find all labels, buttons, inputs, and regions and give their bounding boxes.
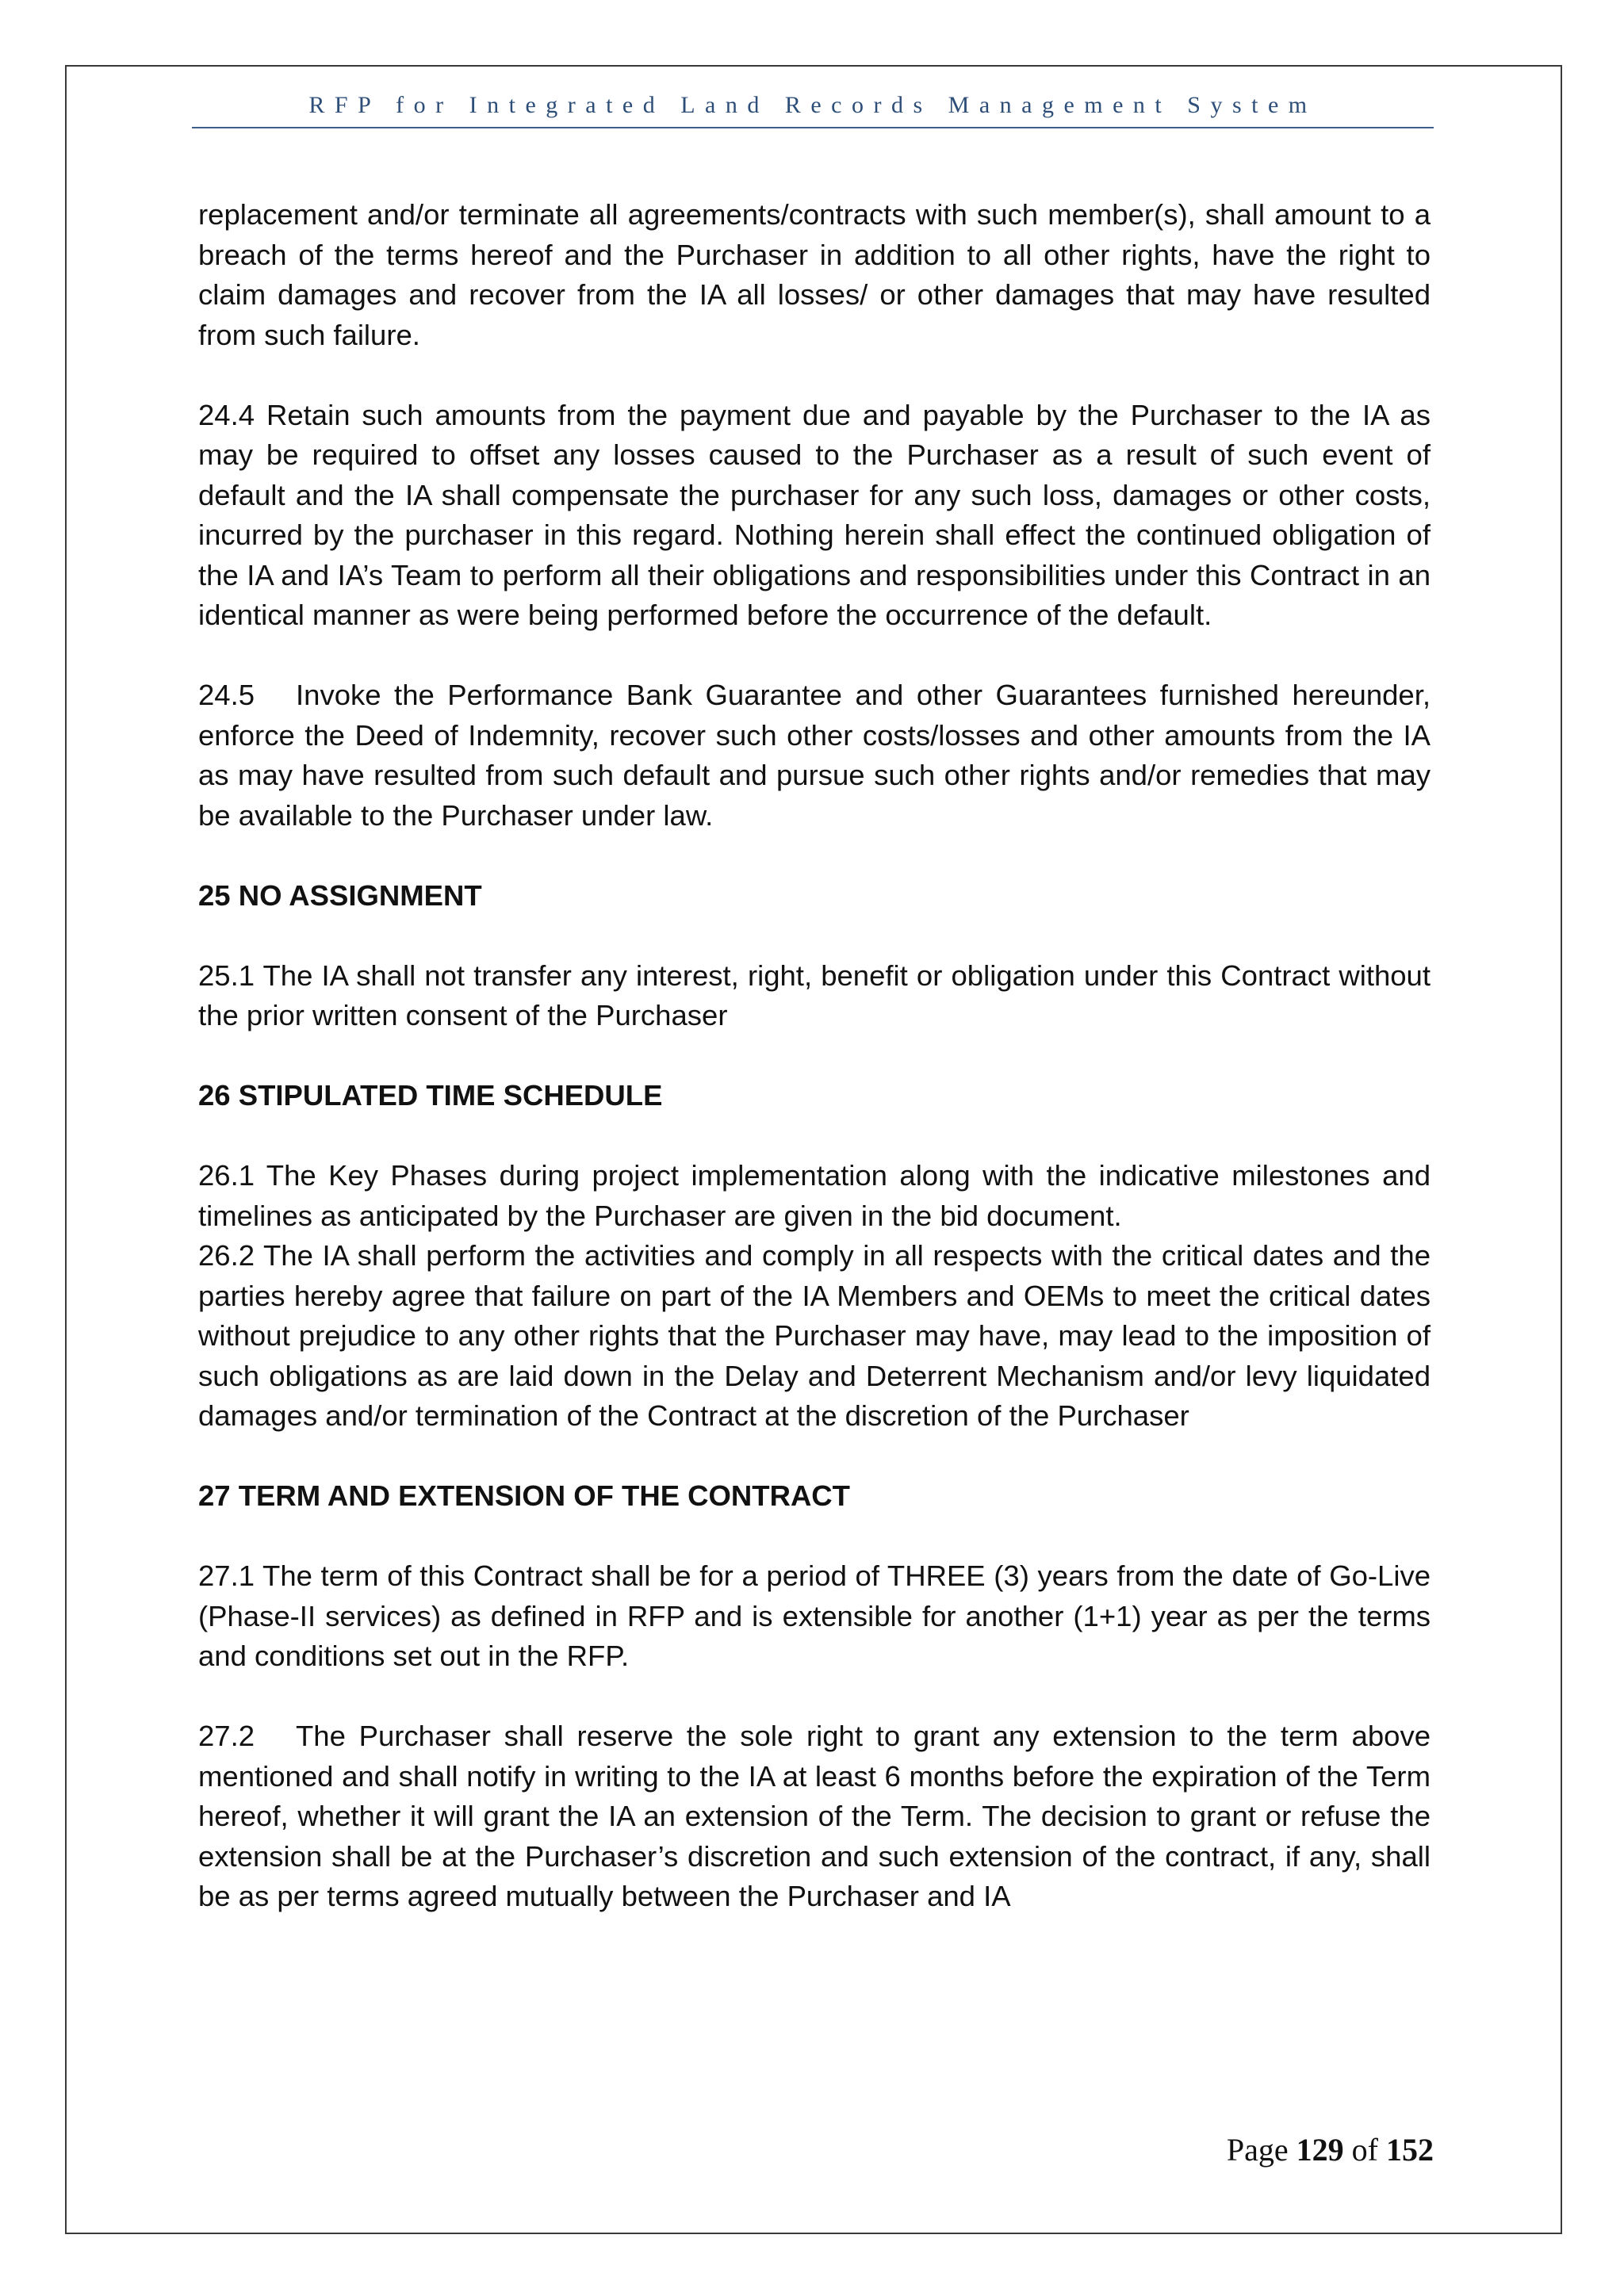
paragraph-continuation: replacement and/or terminate all agreements/contracts with such member(s), shall amount to a breach of the terms hereof and the Purchaser in addition to all other rights, have the right to claim damages and recover from the IA all losses/ or other damages that may have resulted from such failure.	[198, 198, 1431, 351]
paragraph-27-1: 27.1 The term of this Contract shall be for a period of THREE (3) years from the date of Go-Live (Phase-II services) as defined in RFP and is extensible for another (1+1) year as per the terms and conditions set out in the RFP.	[198, 1559, 1431, 1672]
section-heading-26: 26 STIPULATED TIME SCHEDULE	[198, 1079, 663, 1112]
clause-number: 24.5	[198, 679, 255, 711]
document-body	[198, 195, 1431, 1917]
page-total: 152	[1386, 2132, 1434, 2168]
section-heading-27: 27 TERM AND EXTENSION OF THE CONTRACT	[198, 1479, 850, 1512]
paragraph-25-1: 25.1 The IA shall not transfer any interest, right, benefit or obligation under this Contract without the prior written consent of the Purchaser	[198, 959, 1431, 1031]
running-header: RFP for Integrated Land Records Management System	[308, 92, 1317, 118]
clause-text: The Purchaser shall reserve the sole right to grant any extension to the term above mentioned and shall notify in writing to the IA at least 6 months before the expiration of the Term hereof, whether it will grant the IA an extension of the Term. The decision to grant or refuse the extension shall be at the Purchaser’s discretion and such extension of the contract, if any, shall be as per terms agreed mutually between the Purchaser and IA	[198, 1720, 1431, 1912]
page-number: 129	[1296, 2132, 1344, 2168]
paragraph-24-5	[198, 675, 1431, 836]
of-label: of	[1351, 2132, 1378, 2168]
clause-text: Invoke the Performance Bank Guarantee and other Guarantees furnished hereunder, enforce the Deed of Indemnity, recover such other costs/losses and other amounts from the IA as may have resulted from such default and pursue such other rights and/or remedies that may be available to the Purchaser under law.	[198, 679, 1431, 832]
page-footer	[1227, 2131, 1434, 2168]
paragraph-26-2: 26.2 The IA shall perform the activities and comply in all respects with the critical dates and the parties hereby agree that failure on part of the IA Members and OEMs to meet the critical dates without prejudice to any other rights that the Purchaser may have, may lead to the imposition of such obligations as are laid down in the Delay and Deterrent Mechanism and/or levy liquidated damages and/or termination of the Contract at the discretion of the Purchaser	[198, 1239, 1431, 1432]
header-rule	[192, 127, 1434, 128]
page-label: Page	[1226, 2132, 1289, 2168]
section-heading-25: 25 NO ASSIGNMENT	[198, 878, 482, 912]
paragraph-27-2	[198, 1716, 1431, 1917]
paragraph-24-4: 24.4 Retain such amounts from the payment due and payable by the Purchaser to the IA as may be required to offset any losses caused to the Purchaser as a result of such event of default and the IA shall compensate the purchaser for any such loss, damages or other costs, incurred by the purchaser in this regard. Nothing herein shall effect the continued obligation of the IA and IA’s Team to perform all their obligations and responsibilities under this Contract in an identical manner as were being performed before the occurrence of the default.	[198, 398, 1431, 631]
paragraph-26-1: 26.1 The Key Phases during project implementation along with the indicative milestones and timelines as anticipated by the Purchaser are given in the bid document.	[198, 1159, 1431, 1232]
clause-number: 27.2	[198, 1720, 255, 1752]
